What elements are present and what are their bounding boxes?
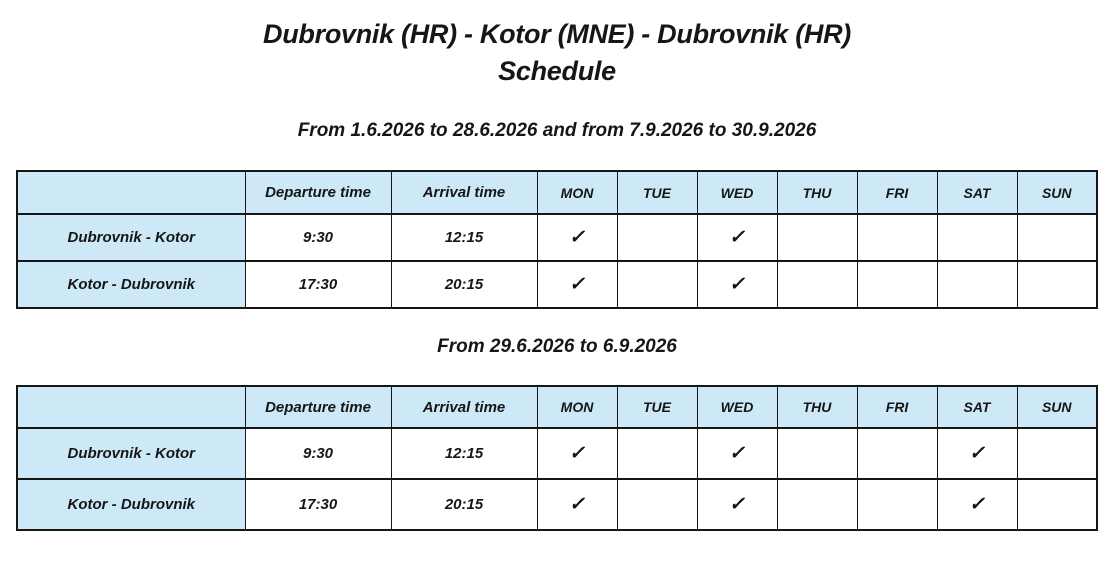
arrival-column-header: Arrival time [391,386,537,428]
day-cell-sat [937,214,1017,261]
page-title [0,0,1114,90]
day-cell-fri [857,214,937,261]
day-column-header-sun: SUN [1017,386,1097,428]
day-cell-sat [937,428,1017,479]
table-row [17,261,1097,308]
day-column-header-sat: SAT [937,171,1017,214]
departure-time-cell: 17:30 [245,479,391,530]
day-column-header-sat: SAT [937,386,1017,428]
day-column-header-wed: WED [697,386,777,428]
day-cell-tue [617,261,697,308]
day-cell-tue [617,214,697,261]
day-column-header-wed: WED [697,171,777,214]
check-icon: ✓ [729,226,745,248]
day-cell-wed [697,428,777,479]
check-icon: ✓ [969,442,985,464]
day-cell-mon [537,479,617,530]
route-cell: Kotor - Dubrovnik [17,479,245,530]
table-row [17,428,1097,479]
day-cell-fri [857,261,937,308]
departure-time-cell: 17:30 [245,261,391,308]
day-cell-thu [777,428,857,479]
day-cell-mon [537,261,617,308]
check-icon: ✓ [729,493,745,515]
arrival-column-header: Arrival time [391,171,537,214]
table-header-row [17,171,1097,214]
departure-time-cell: 9:30 [245,428,391,479]
period-heading-1: From 1.6.2026 to 28.6.2026 and from 7.9.2026 to 30.9.2026 [297,120,817,141]
arrival-time-cell: 12:15 [391,214,537,261]
day-column-header-mon: MON [537,171,617,214]
day-cell-wed [697,261,777,308]
departure-column-header: Departure time [245,171,391,214]
page-title-route: Dubrovnik (HR) - Kotor (MNE) - Dubrovnik (HR) [263,19,851,49]
day-column-header-sun: SUN [1017,171,1097,214]
page-title-schedule: Schedule [498,56,616,86]
arrival-time-cell: 20:15 [391,261,537,308]
arrival-time-cell: 12:15 [391,428,537,479]
day-column-header-tue: TUE [617,386,697,428]
check-icon: ✓ [729,273,745,295]
check-icon: ✓ [569,273,585,295]
day-cell-tue [617,479,697,530]
day-column-header-thu: THU [777,386,857,428]
day-cell-fri [857,428,937,479]
table-row [17,214,1097,261]
day-column-header-fri: FRI [857,171,937,214]
day-cell-mon [537,214,617,261]
day-cell-thu [777,479,857,530]
check-icon: ✓ [569,493,585,515]
table-header-row [17,386,1097,428]
day-cell-sat [937,479,1017,530]
day-cell-sun [1017,214,1097,261]
day-cell-tue [617,428,697,479]
schedule-table-1 [16,170,1098,309]
table-row [17,479,1097,530]
day-cell-wed [697,479,777,530]
departure-column-header: Departure time [245,386,391,428]
day-cell-sun [1017,261,1097,308]
day-cell-fri [857,479,937,530]
check-icon: ✓ [729,442,745,464]
check-icon: ✓ [569,226,585,248]
route-cell: Kotor - Dubrovnik [17,261,245,308]
schedule-table-2 [16,385,1098,531]
day-cell-sun [1017,479,1097,530]
day-cell-sat [937,261,1017,308]
route-column-header [17,171,245,214]
day-cell-thu [777,261,857,308]
day-column-header-tue: TUE [617,171,697,214]
departure-time-cell: 9:30 [245,214,391,261]
day-cell-mon [537,428,617,479]
day-cell-wed [697,214,777,261]
arrival-time-cell: 20:15 [391,479,537,530]
route-column-header [17,386,245,428]
day-cell-thu [777,214,857,261]
day-cell-sun [1017,428,1097,479]
check-icon: ✓ [969,493,985,515]
period-heading-2: From 29.6.2026 to 6.9.2026 [437,336,677,357]
day-column-header-mon: MON [537,386,617,428]
check-icon: ✓ [569,442,585,464]
day-column-header-fri: FRI [857,386,937,428]
route-cell: Dubrovnik - Kotor [17,214,245,261]
route-cell: Dubrovnik - Kotor [17,428,245,479]
day-column-header-thu: THU [777,171,857,214]
